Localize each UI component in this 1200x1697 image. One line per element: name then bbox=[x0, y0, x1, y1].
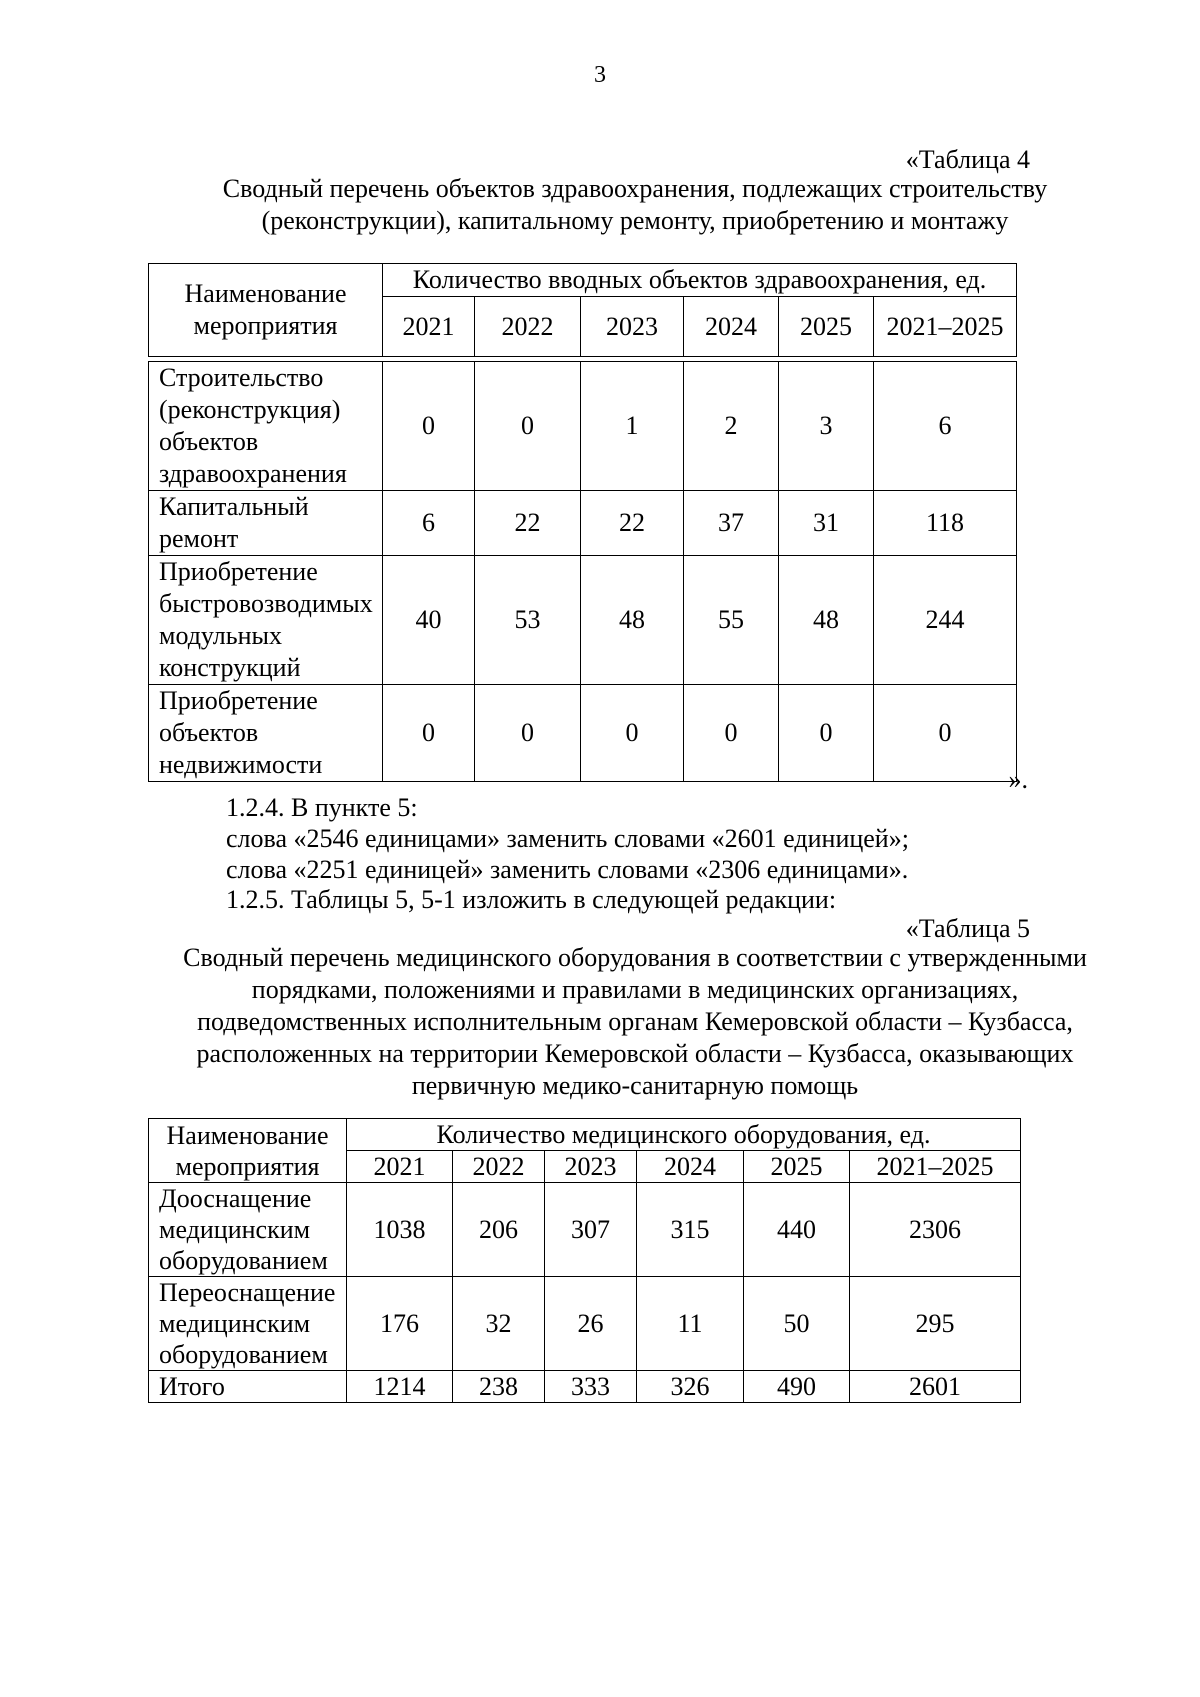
cell: 0 bbox=[779, 685, 874, 782]
table4-year: 2024 bbox=[684, 297, 779, 357]
cell: 26 bbox=[545, 1277, 637, 1371]
table-row bbox=[149, 491, 1017, 556]
table5-year: 2021 bbox=[347, 1151, 453, 1183]
cell: 118 bbox=[874, 491, 1017, 556]
cell: 22 bbox=[581, 491, 684, 556]
cell: 32 bbox=[453, 1277, 545, 1371]
row-name: Строительство (реконструкция) объектов здравоохранения bbox=[149, 362, 383, 491]
page-number: 3 bbox=[594, 62, 606, 88]
cell: 315 bbox=[637, 1183, 744, 1277]
cell: 55 bbox=[684, 556, 779, 685]
cell: 238 bbox=[453, 1371, 545, 1403]
row-name: Итого bbox=[149, 1371, 347, 1403]
cell: 176 bbox=[347, 1277, 453, 1371]
cell: 6 bbox=[874, 362, 1017, 491]
cell: 0 bbox=[874, 685, 1017, 782]
table4-closing: ». bbox=[1008, 765, 1028, 794]
cell: 3 bbox=[779, 362, 874, 491]
cell: 0 bbox=[383, 685, 475, 782]
table5-header-name: Наименование мероприятия bbox=[149, 1119, 347, 1183]
table4-year: 2021 bbox=[383, 297, 475, 357]
row-name: Капитальный ремонт bbox=[149, 491, 383, 556]
cell: 6 bbox=[383, 491, 475, 556]
cell: 2601 bbox=[850, 1371, 1021, 1403]
table4-year: 2025 bbox=[779, 297, 874, 357]
table4-header-name: Наименование мероприятия bbox=[149, 264, 383, 357]
amendment-line: слова «2546 единицами» заменить словами «2601 единицей»; bbox=[226, 824, 909, 853]
amendment-line: 1.2.4. В пункте 5: bbox=[226, 793, 418, 822]
table-row-total bbox=[149, 1371, 1021, 1403]
table5-year: 2024 bbox=[637, 1151, 744, 1183]
cell: 295 bbox=[850, 1277, 1021, 1371]
table5 bbox=[148, 1118, 1021, 1403]
cell: 206 bbox=[453, 1183, 545, 1277]
table-row bbox=[149, 362, 1017, 491]
cell: 1038 bbox=[347, 1183, 453, 1277]
cell: 31 bbox=[779, 491, 874, 556]
table5-year: 2025 bbox=[744, 1151, 850, 1183]
cell: 490 bbox=[744, 1371, 850, 1403]
cell: 48 bbox=[779, 556, 874, 685]
cell: 0 bbox=[383, 362, 475, 491]
cell: 0 bbox=[475, 362, 581, 491]
table4-year: 2022 bbox=[475, 297, 581, 357]
table5-label: «Таблица 5 bbox=[905, 914, 1030, 943]
cell: 11 bbox=[637, 1277, 744, 1371]
amendment-line: слова «2251 единицей» заменить словами «2306 единицами». bbox=[226, 855, 909, 884]
cell: 326 bbox=[637, 1371, 744, 1403]
cell: 1 bbox=[581, 362, 684, 491]
table5-year: 2023 bbox=[545, 1151, 637, 1183]
amendment-line: 1.2.5. Таблицы 5, 5-1 изложить в следующей редакции: bbox=[226, 885, 837, 914]
cell: 53 bbox=[475, 556, 581, 685]
table4-label: «Таблица 4 bbox=[905, 145, 1030, 174]
cell: 0 bbox=[684, 685, 779, 782]
table4-title: Сводный перечень объектов здравоохранения, подлежащих строительству (реконструкции), капитальному ремонту, приобретению и монтажу bbox=[222, 174, 1048, 235]
cell: 2 bbox=[684, 362, 779, 491]
cell: 37 bbox=[684, 491, 779, 556]
table-row bbox=[149, 556, 1017, 685]
table4-header-group: Количество вводных объектов здравоохранения, ед. bbox=[383, 264, 1017, 297]
cell: 48 bbox=[581, 556, 684, 685]
row-name: Дооснащение медицинским оборудованием bbox=[149, 1183, 347, 1277]
cell: 1214 bbox=[347, 1371, 453, 1403]
table5-header-group: Количество медицинского оборудования, ед. bbox=[347, 1119, 1021, 1151]
table-row bbox=[149, 1277, 1021, 1371]
table5-year: 2022 bbox=[453, 1151, 545, 1183]
cell: 2306 bbox=[850, 1183, 1021, 1277]
cell: 0 bbox=[581, 685, 684, 782]
cell: 440 bbox=[744, 1183, 850, 1277]
table5-title: Сводный перечень медицинского оборудования в соответствии с утвержденными порядками, положениями и правилами в медицинских организациях, подведомственных исполнительным органам Кемеровской области – Кузбасса, расположенных на территории Кемеровской области – Кузбасса, оказывающих первичную медико-санитарную помощь bbox=[183, 943, 1087, 1100]
row-name: Приобретение объектов недвижимости bbox=[149, 685, 383, 782]
table4 bbox=[148, 263, 1017, 782]
cell: 50 bbox=[744, 1277, 850, 1371]
cell: 244 bbox=[874, 556, 1017, 685]
table5-year-total: 2021–2025 bbox=[850, 1151, 1021, 1183]
cell: 333 bbox=[545, 1371, 637, 1403]
table4-year-total: 2021–2025 bbox=[874, 297, 1017, 357]
cell: 40 bbox=[383, 556, 475, 685]
table-row bbox=[149, 1183, 1021, 1277]
table4-year: 2023 bbox=[581, 297, 684, 357]
cell: 0 bbox=[475, 685, 581, 782]
row-name: Приобретение быстровозводимых модульных конструкций bbox=[149, 556, 383, 685]
table-row bbox=[149, 685, 1017, 782]
row-name: Переоснащение медицинским оборудованием bbox=[149, 1277, 347, 1371]
cell: 22 bbox=[475, 491, 581, 556]
cell: 307 bbox=[545, 1183, 637, 1277]
